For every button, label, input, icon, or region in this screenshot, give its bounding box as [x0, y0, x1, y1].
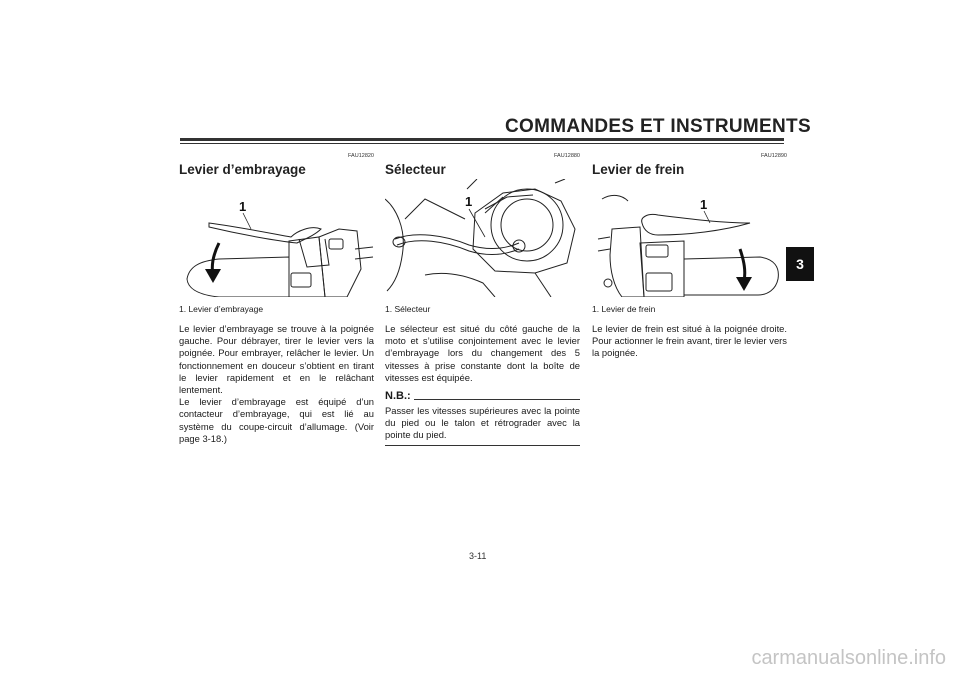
- figure-caption: 1. Levier d’embrayage: [179, 304, 264, 314]
- page-number: 3-11: [469, 551, 487, 561]
- paragraph: Le levier de frein est situé à la poignée droite. Pour actionner le frein avant, tirer le levier vers la poignée.: [592, 323, 787, 359]
- paragraph: Le sélecteur est situé du côté gauche de la moto et s’utilise conjointement avec le levier d’embrayage lors du changement des 5 vitesses à prise constante dont la boîte de vitesses est équipée.: [385, 323, 580, 383]
- header-rule-thick: [180, 138, 784, 141]
- body-text: [592, 323, 787, 360]
- note-label: N.B.:: [385, 390, 411, 403]
- note-end-rule: [385, 445, 580, 446]
- shift-pedal-illustration: [385, 179, 580, 297]
- section-code: FAU12820: [348, 153, 374, 159]
- watermark: carmanualsonline.info: [751, 647, 946, 669]
- section-shift-pedal: [385, 152, 580, 446]
- section-heading: Sélecteur: [385, 162, 446, 177]
- figure-caption: 1. Levier de frein: [592, 304, 656, 314]
- section-heading: Levier d’embrayage: [179, 162, 306, 177]
- note-rule: [414, 399, 580, 400]
- header-rule-thin: [180, 143, 784, 144]
- note-text: Passer les vitesses supérieures avec la pointe du pied ou le talon et rétrograder avec la pointe du pied.: [385, 405, 580, 441]
- paragraph: Le levier d’embrayage est équipé d’un contacteur d’embrayage, qui est lié au système du coupe-circuit d’allumage. (Voir page 3-18.): [179, 396, 374, 444]
- figure-callout: 1: [700, 197, 708, 212]
- body-text: [179, 323, 374, 445]
- section-code: FAU12890: [761, 153, 787, 159]
- figure-caption: 1. Sélecteur: [385, 304, 431, 314]
- section-heading: Levier de frein: [592, 162, 685, 177]
- paragraph: Le levier d’embrayage se trouve à la poignée gauche. Pour débrayer, tirer le levier vers la poignée. Pour embrayer, relâcher le levier. Un fonctionnement en douceur s’obtient en tirant le levier rapidement et en le relâchant lentement.: [179, 323, 374, 396]
- figure-callout: 1: [465, 194, 473, 209]
- section-clutch-lever: [179, 152, 374, 445]
- figure-callout: 1: [239, 199, 247, 214]
- section-brake-lever: [592, 152, 787, 360]
- note-header: [385, 390, 580, 402]
- brake-lever-illustration: [592, 179, 787, 297]
- page-title: COMMANDES ET INSTRUMENTS: [505, 116, 811, 137]
- body-text: [385, 323, 580, 384]
- clutch-lever-illustration: [179, 179, 374, 297]
- section-code: FAU12880: [554, 153, 580, 159]
- chapter-tab: 3: [786, 247, 814, 281]
